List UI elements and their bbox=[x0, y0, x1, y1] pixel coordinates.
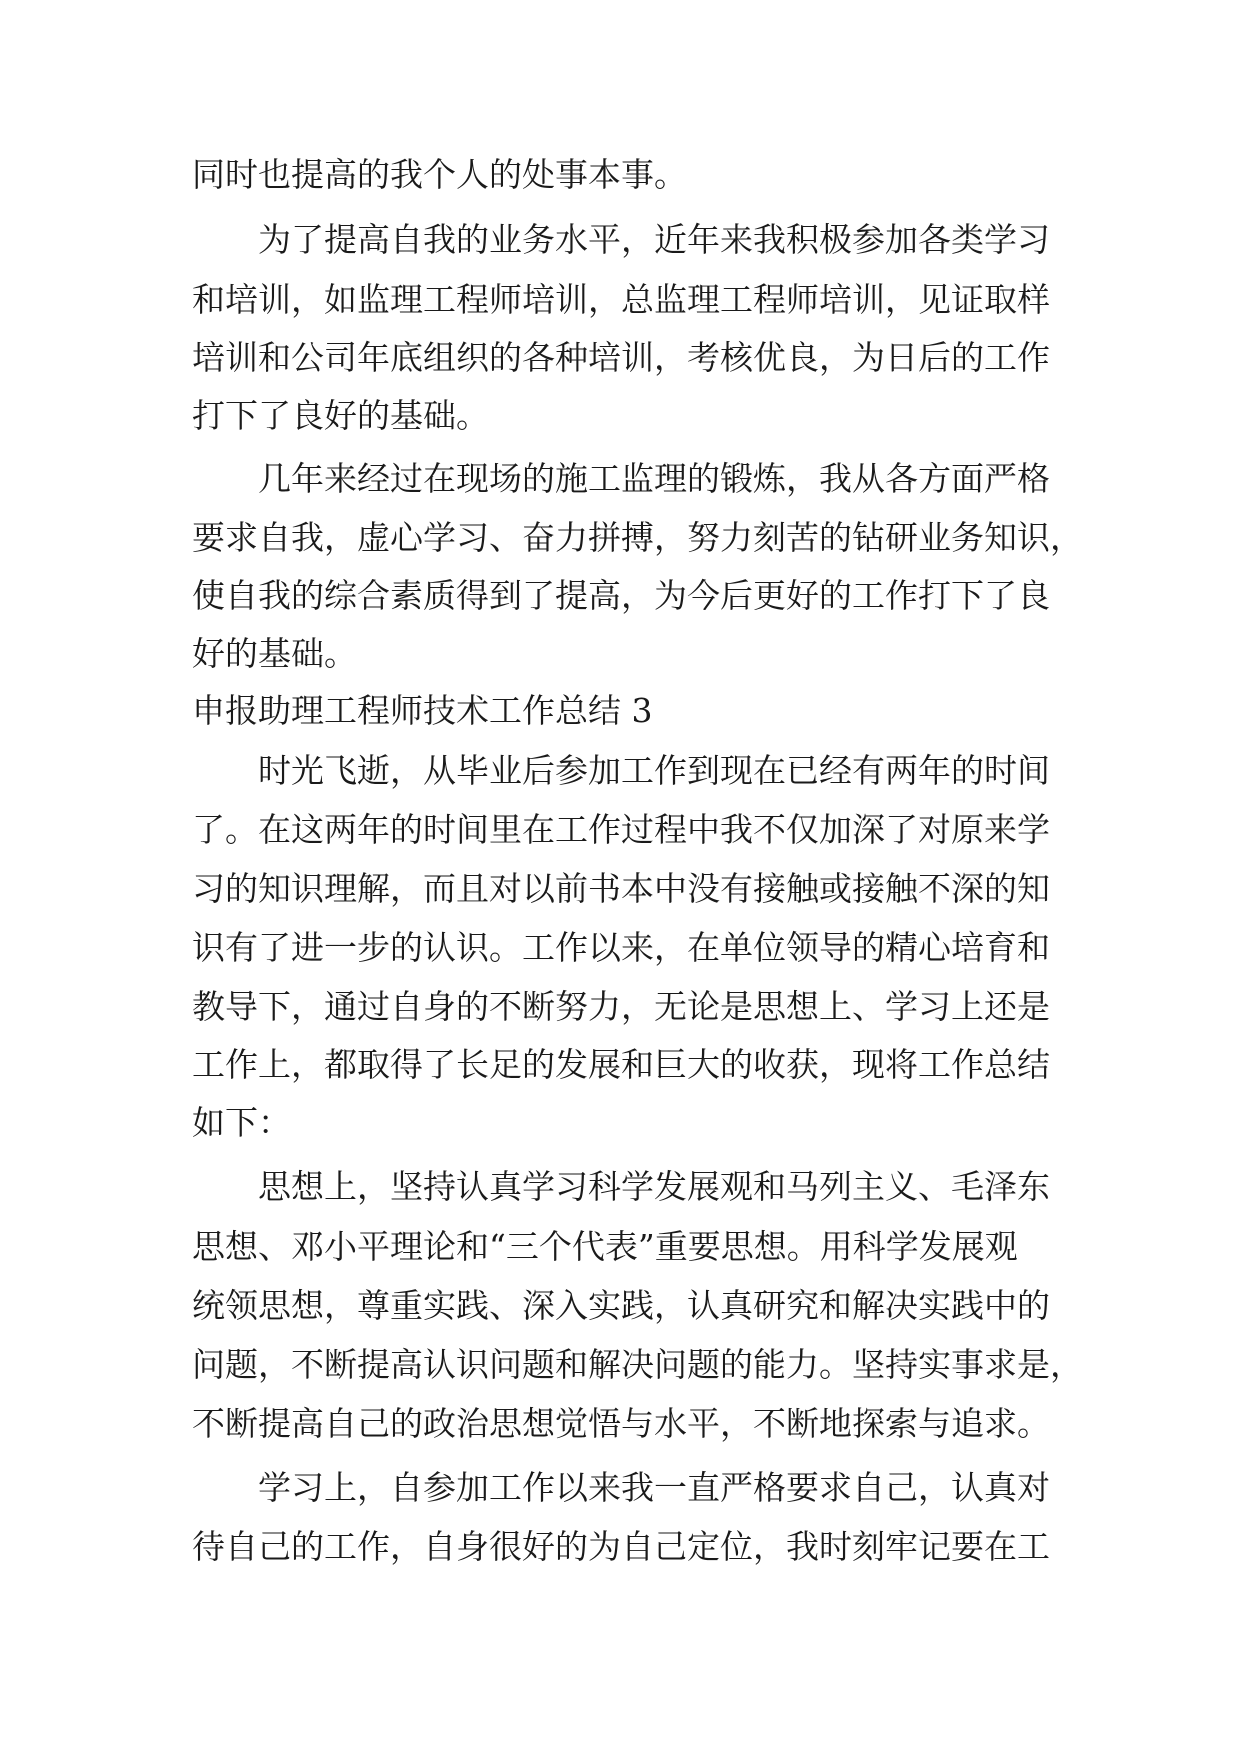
text-line: 识有了进一步的认识。工作以来，在单位领导的精心培育和 bbox=[192, 928, 1050, 967]
text-line: 不断提高自己的政治思想觉悟与水平，不断地探索与追求。 bbox=[192, 1404, 1050, 1443]
text-line: 教导下，通过自身的不断努力，无论是思想上、学习上还是 bbox=[192, 987, 1050, 1026]
text-line: 习的知识理解，而且对以前书本中没有接触或接触不深的知 bbox=[192, 869, 1050, 908]
text-line: 如下： bbox=[192, 1103, 291, 1142]
paragraph-start: 思想上，坚持认真学习科学发展观和马列主义、毛泽东 bbox=[258, 1167, 1050, 1206]
text-line: 工作上，都取得了长足的发展和巨大的收获，现将工作总结 bbox=[192, 1045, 1050, 1084]
section-heading: 申报助理工程师技术工作总结 3 bbox=[192, 691, 653, 730]
paragraph-start: 时光飞逝，从毕业后参加工作到现在已经有两年的时间 bbox=[258, 751, 1050, 790]
text-line: 和培训，如监理工程师培训，总监理工程师培训，见证取样 bbox=[192, 280, 1050, 319]
text-line: 待自己的工作，自身很好的为自己定位，我时刻牢记要在工 bbox=[192, 1527, 1050, 1566]
text-line: 好的基础。 bbox=[192, 634, 357, 673]
text-line: 了。在这两年的时间里在工作过程中我不仅加深了对原来学 bbox=[192, 810, 1050, 849]
text-line: 要求自我，虚心学习、奋力拼搏，努力刻苦的钻研业务知识， bbox=[192, 518, 1083, 557]
paragraph-start: 学习上，自参加工作以来我一直严格要求自己，认真对 bbox=[258, 1468, 1050, 1507]
text-line: 打下了良好的基础。 bbox=[192, 396, 489, 435]
text-line: 使自我的综合素质得到了提高，为今后更好的工作打下了良 bbox=[192, 576, 1050, 615]
paragraph-start: 几年来经过在现场的施工监理的锻炼，我从各方面严格 bbox=[258, 459, 1050, 498]
text-line: 思想、邓小平理论和“三个代表”重要思想。用科学发展观 bbox=[192, 1227, 1018, 1266]
text-line: 同时也提高的我个人的处事本事。 bbox=[192, 155, 687, 194]
text-line: 问题，不断提高认识问题和解决问题的能力。坚持实事求是， bbox=[192, 1345, 1083, 1384]
text-line: 培训和公司年底组织的各种培训，考核优良，为日后的工作 bbox=[192, 338, 1050, 377]
paragraph-start: 为了提高自我的业务水平，近年来我积极参加各类学习 bbox=[258, 220, 1050, 259]
text-line: 统领思想，尊重实践、深入实践，认真研究和解决实践中的 bbox=[192, 1286, 1050, 1325]
